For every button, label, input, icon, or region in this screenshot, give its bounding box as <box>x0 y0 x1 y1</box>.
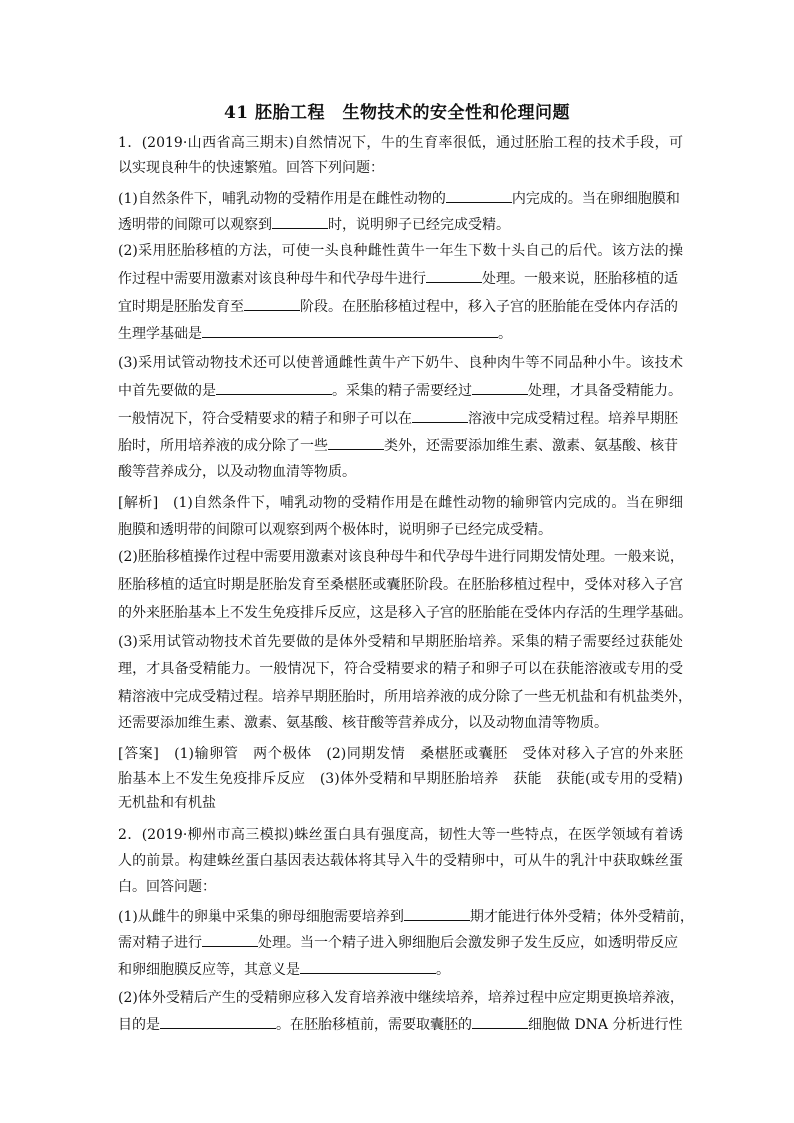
text-line <box>118 877 683 897</box>
text-run: 目的是 <box>118 1017 160 1033</box>
answer-blank <box>446 188 512 203</box>
text-line <box>118 659 683 679</box>
page-title: 41 胚胎工程 生物技术的安全性和伦理问题 <box>223 103 571 123</box>
text-run: 处理。一般来说，胚胎移植的适 <box>482 271 678 287</box>
text-line <box>118 906 694 926</box>
text-line <box>118 603 692 623</box>
text-run: (2)采用胚胎移植的方法，可使一头良种雌性黄牛一年生下数十头自己的后代。该方法的操 <box>118 243 683 259</box>
text-run: 理，才具备受精能力。一般情况下，符合受精要求的精子和卵子可以在获能溶液或专用的受 <box>118 661 683 677</box>
answer-blank <box>472 380 528 395</box>
text-run: 。采集的精子需要经过 <box>332 383 472 399</box>
text-run: 以实现良种牛的快速繁殖。回答下列问题： <box>118 160 384 176</box>
text-run: 1．(2019·山西省高三期末)自然情况下，牛的生育率很低，通过胚胎工程的技术手段，可 <box>118 135 683 151</box>
text-run: 类外，还需要添加维生素、激素、氨基酸、核苷 <box>384 438 678 454</box>
text-run: 作过程中需要用激素对该良种母牛和代孕母牛进行 <box>118 271 426 287</box>
text-run: 时，说明卵子已经完成受精。 <box>328 217 510 233</box>
text-line <box>118 744 683 764</box>
text-line <box>118 353 683 373</box>
text-line <box>118 408 683 428</box>
text-run: 精溶液中完成受精过程。培养早期胚胎时，所用培养液的成分除了一些无机盐和有机盐类外， <box>118 689 692 705</box>
text-run: 胞膜和透明带的间隙可以观察到两个极体时，说明卵子已经完成受精。 <box>118 522 552 538</box>
text-run: 的外来胚胎基本上不发生免疫排斥反应，这是移入子宫的胚胎能在受体内存活的生理学基础。 <box>118 605 692 621</box>
text-run: 胎基本上不发生免疫排斥反应 (3)体外受精和早期胚胎培养 获能 获能(或专用的受精) <box>118 771 683 787</box>
text-run: 。 <box>436 962 450 978</box>
text-line <box>118 435 683 455</box>
answer-blank <box>202 932 258 947</box>
text-line <box>118 214 683 234</box>
text-run: 。在胚胎移植前，需要取囊胚的 <box>276 1017 472 1033</box>
answer-blank <box>216 380 332 395</box>
text-run: 细胞做 DNA 分析进行性 <box>528 1017 683 1033</box>
text-line <box>118 241 683 261</box>
text-line <box>118 547 683 567</box>
text-line <box>118 1014 683 1034</box>
text-line <box>118 713 683 733</box>
text-line <box>118 268 683 288</box>
text-run: 期才能进行体外受精；体外受精前， <box>469 909 694 925</box>
text-run: (3)采用试管动物技术还可以使普通雌性黄牛产下奶牛、良种肉牛等不同品种小牛。该技术 <box>118 355 683 371</box>
text-line <box>118 793 683 813</box>
text-line <box>118 932 683 952</box>
text-run: 内完成的。当在卵细胞膜和 <box>511 191 680 207</box>
text-run: 和卵细胞膜反应等，其意义是 <box>118 962 300 978</box>
text-line <box>118 687 692 707</box>
text-run: (2)体外受精后产生的受精卵应移入发育培养液中继续培养，培养过程中应定期更换培养液， <box>118 990 684 1006</box>
text-line <box>118 188 683 208</box>
answer-blank <box>160 1014 276 1029</box>
text-line <box>118 988 683 1008</box>
text-run: (2)胚胎移植操作过程中需要用激素对该良种母牛和代孕母牛进行同期发情处理。一般来说， <box>118 549 684 565</box>
text-run: 无机盐和有机盐 <box>118 795 216 811</box>
text-run: 处理，才具备受精能力。 <box>528 383 682 399</box>
text-run: (1)从雌牛的卵巢中采集的卵母细胞需要培养到 <box>118 909 404 925</box>
text-run: 2．(2019·柳州市高三模拟)蛛丝蛋白具有强度高，韧性大等一些特点，在医学领域有着诱 <box>118 827 683 843</box>
text-run: 宜时期是胚胎发育至 <box>118 299 244 315</box>
answer-blank <box>202 323 498 338</box>
text-line <box>118 158 683 178</box>
text-line <box>118 769 683 789</box>
text-run: 透明带的间隙可以观察到 <box>118 217 272 233</box>
text-run: 溶液中完成受精过程。培养早期胚 <box>468 411 678 427</box>
text-line <box>118 493 683 513</box>
text-line <box>118 575 683 595</box>
text-run: 阶段。在胚胎移植过程中，移入子宫的胚胎能在受体内存活的 <box>300 299 678 315</box>
text-line <box>118 851 683 871</box>
text-line <box>118 632 683 652</box>
text-run: [解析] (1)自然条件下，哺乳动物的受精作用是在雌性动物的输卵管内完成的。当在卵细 <box>118 495 683 511</box>
text-line <box>118 133 683 153</box>
text-run: 酸等营养成分，以及动物血清等物质。 <box>118 464 356 480</box>
answer-blank <box>300 959 436 974</box>
text-run: 生理学基础是 <box>118 326 202 342</box>
text-line <box>118 959 683 979</box>
text-run: (3)采用试管动物技术首先要做的是体外受精和早期胚胎培养。采集的精子需要经过获能处 <box>118 634 683 650</box>
text-run: 一般情况下，符合受精要求的精子和卵子可以在 <box>118 411 412 427</box>
text-run: 处理。当一个精子进入卵细胞后会激发卵子发生反应，如透明带反应 <box>258 935 678 951</box>
text-line <box>118 825 683 845</box>
text-line <box>118 462 683 482</box>
text-line <box>118 323 683 343</box>
text-run: (1)自然条件下，哺乳动物的受精作用是在雌性动物的 <box>118 191 446 207</box>
answer-blank <box>404 906 470 921</box>
answer-blank <box>272 214 328 229</box>
text-run: 胎时，所用培养液的成分除了一些 <box>118 438 328 454</box>
text-line <box>118 296 683 316</box>
text-run: 中首先要做的是 <box>118 383 216 399</box>
answer-blank <box>472 1014 528 1029</box>
answer-blank <box>426 268 482 283</box>
text-run: 需对精子进行 <box>118 935 202 951</box>
text-run: 胚胎移植的适宜时期是胚胎发育至桑椹胚或囊胚阶段。在胚胎移植过程中，受体对移入子宫 <box>118 577 683 593</box>
text-run: [答案] (1)输卵管 两个极体 (2)同期发情 桑椹胚或囊胚 受体对移入子宫的外来胚 <box>118 746 683 762</box>
text-run: 。 <box>498 326 512 342</box>
text-run: 白。回答问题： <box>118 879 216 895</box>
text-line <box>118 380 683 400</box>
answer-blank <box>244 296 300 311</box>
text-run: 还需要添加维生素、激素、氨基酸、核苷酸等营养成分，以及动物血清等物质。 <box>118 715 608 731</box>
text-line <box>118 520 683 540</box>
answer-blank <box>328 435 384 450</box>
text-run: 人的前景。构建蛛丝蛋白基因表达载体将其导入牛的受精卵中，可从牛的乳汁中获取蛛丝蛋 <box>118 853 683 869</box>
answer-blank <box>412 408 468 423</box>
